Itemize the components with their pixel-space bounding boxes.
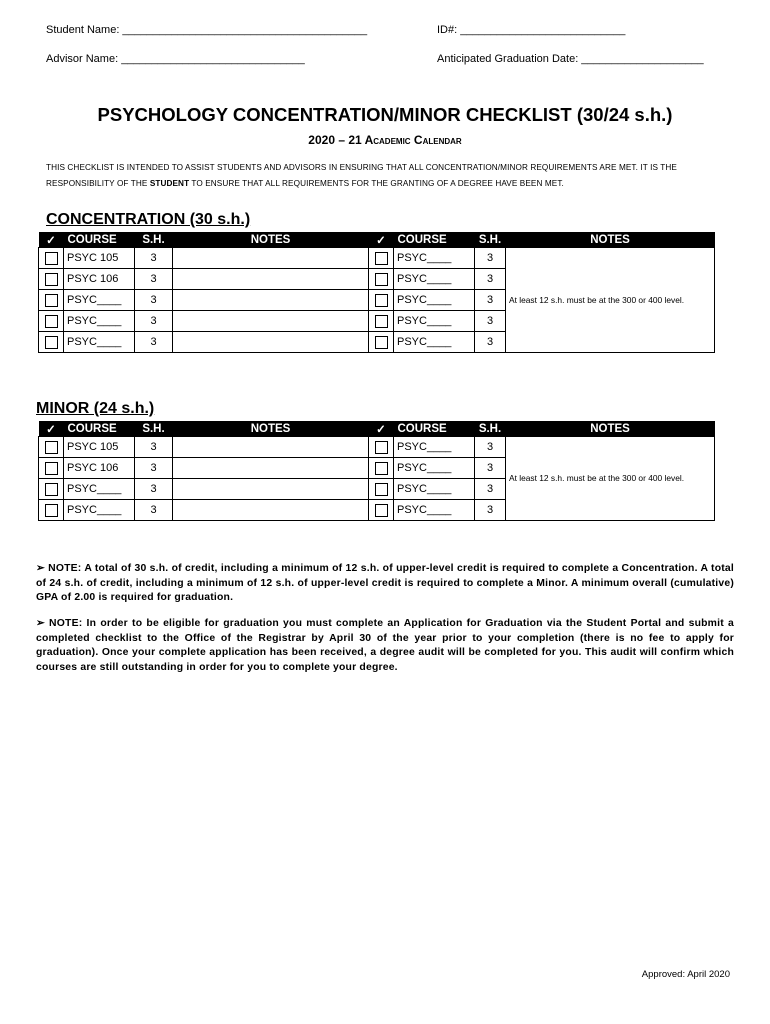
checkbox-cell[interactable] bbox=[39, 269, 64, 290]
sh-cell: 3 bbox=[475, 311, 506, 332]
table-row bbox=[39, 248, 715, 269]
sh-cell: 3 bbox=[135, 332, 173, 353]
course-column-header: COURSE bbox=[394, 421, 475, 437]
notes-column-header: NOTES bbox=[506, 232, 715, 248]
check-column-header: ✓ bbox=[39, 232, 64, 248]
checkbox[interactable] bbox=[375, 252, 388, 265]
arrow-bullet-icon: ➢ bbox=[36, 563, 45, 574]
minor-title: MINOR (24 s.h.) bbox=[36, 400, 155, 417]
notes-cell[interactable] bbox=[173, 290, 369, 311]
course-cell: PSYC 106 bbox=[64, 269, 135, 290]
checkbox-cell[interactable] bbox=[39, 479, 64, 500]
sh-cell: 3 bbox=[135, 311, 173, 332]
concentration-title: CONCENTRATION (30 s.h.) bbox=[46, 211, 251, 228]
checkbox-cell[interactable] bbox=[39, 458, 64, 479]
arrow-bullet-icon: ➢ bbox=[36, 618, 45, 629]
course-cell: PSYC 105 bbox=[64, 437, 135, 458]
student-name-field[interactable]: Student Name: ________________________________________ bbox=[46, 24, 368, 36]
course-cell: PSYC____ bbox=[394, 500, 475, 521]
checkbox-cell[interactable] bbox=[39, 311, 64, 332]
course-cell: PSYC____ bbox=[64, 332, 135, 353]
intro-bold-student: STUDENT bbox=[149, 179, 190, 188]
checkbox[interactable] bbox=[45, 441, 58, 454]
check-column-header: ✓ bbox=[369, 421, 394, 437]
notes-cell[interactable] bbox=[173, 479, 369, 500]
course-cell: PSYC____ bbox=[394, 479, 475, 500]
checkbox[interactable] bbox=[45, 462, 58, 475]
notes-column-header: NOTES bbox=[173, 232, 369, 248]
checkbox-cell[interactable] bbox=[39, 290, 64, 311]
check-column-header: ✓ bbox=[39, 421, 64, 437]
minor-table bbox=[38, 421, 715, 521]
checkbox-cell[interactable] bbox=[369, 332, 394, 353]
sh-cell: 3 bbox=[475, 332, 506, 353]
checkbox-cell[interactable] bbox=[369, 311, 394, 332]
concentration-header-row bbox=[39, 232, 715, 248]
intro-text: THIS CHECKLIST IS INTENDED TO ASSIST STUDENTS AND ADVISORS IN ENSURING THAT ALL CONCENTRATION/MINOR REQUIREMENTS ARE MET. IT IS THE RESPONSIBILITY OF THE STUDENT TO ENSURE THAT ALL REQUIREMENTS FOR THE GRANTING OF A DEGREE HAVE BEEN MET. bbox=[46, 163, 677, 188]
sh-cell: 3 bbox=[135, 248, 173, 269]
checkbox[interactable] bbox=[375, 273, 388, 286]
checkbox-cell[interactable] bbox=[369, 458, 394, 479]
check-column-header: ✓ bbox=[369, 232, 394, 248]
approved-date: Approved: April 2020 bbox=[641, 969, 730, 980]
checkbox-cell[interactable] bbox=[369, 290, 394, 311]
checkbox-cell[interactable] bbox=[39, 437, 64, 458]
checkbox-cell[interactable] bbox=[39, 248, 64, 269]
checkbox[interactable] bbox=[375, 504, 388, 517]
notes-cell[interactable] bbox=[173, 437, 369, 458]
checkbox[interactable] bbox=[375, 336, 388, 349]
sh-cell: 3 bbox=[135, 269, 173, 290]
course-cell: PSYC 106 bbox=[64, 458, 135, 479]
course-column-header: COURSE bbox=[64, 421, 135, 437]
course-cell: PSYC____ bbox=[64, 290, 135, 311]
graduation-date-field[interactable]: Anticipated Graduation Date: ____________________ bbox=[437, 53, 704, 65]
minor-header-row bbox=[39, 421, 715, 437]
sh-column-header: S.H. bbox=[475, 232, 506, 248]
checkbox-cell[interactable] bbox=[369, 500, 394, 521]
checkbox[interactable] bbox=[375, 483, 388, 496]
course-cell: PSYC____ bbox=[394, 332, 475, 353]
page-subtitle: 2020 – 21 Academic Calendar bbox=[308, 133, 462, 147]
sh-cell: 3 bbox=[135, 458, 173, 479]
table-row bbox=[39, 437, 715, 458]
advisor-name-field[interactable]: Advisor Name: ______________________________ bbox=[46, 53, 305, 65]
notes-cell[interactable] bbox=[173, 248, 369, 269]
course-cell: PSYC____ bbox=[394, 437, 475, 458]
checkbox[interactable] bbox=[45, 336, 58, 349]
course-cell: PSYC____ bbox=[394, 458, 475, 479]
course-column-header: COURSE bbox=[64, 232, 135, 248]
note-credit-requirements: ➢ NOTE: A total of 30 s.h. of credit, including a minimum of 12 s.h. of upper-level credit is required to complete a Concentration. A total of 24 s.h. of credit, including a minimum of 12 s.h. of upper-level credit is required to complete a Minor. A minimum overall (cumulative) GPA of 2.00 is required for graduation. bbox=[36, 563, 734, 603]
course-cell: PSYC____ bbox=[394, 248, 475, 269]
sh-cell: 3 bbox=[135, 290, 173, 311]
notes-column-header: NOTES bbox=[173, 421, 369, 437]
sh-cell: 3 bbox=[135, 500, 173, 521]
course-column-header: COURSE bbox=[394, 232, 475, 248]
sh-column-header: S.H. bbox=[475, 421, 506, 437]
checkbox[interactable] bbox=[45, 273, 58, 286]
sh-column-header: S.H. bbox=[135, 232, 173, 248]
course-cell: PSYC____ bbox=[394, 269, 475, 290]
course-cell: PSYC____ bbox=[394, 290, 475, 311]
course-cell: PSYC 105 bbox=[64, 248, 135, 269]
sh-cell: 3 bbox=[135, 437, 173, 458]
notes-column-header: NOTES bbox=[506, 421, 715, 437]
sh-cell: 3 bbox=[475, 437, 506, 458]
note-graduation-application: ➢ NOTE: In order to be eligible for graduation you must complete an Application for Graduation via the Student Portal and submit a completed checklist to the Office of the Registrar by April 30 of the year prior to your completion (there is no fee to apply for graduation). Once your complete application has been received, a degree audit will be completed for you. This audit will confirm which courses are still outstanding in order for you to complete your degree. bbox=[36, 618, 734, 673]
checkbox[interactable] bbox=[45, 315, 58, 328]
course-cell: PSYC____ bbox=[394, 311, 475, 332]
notes-cell[interactable] bbox=[173, 311, 369, 332]
checkbox[interactable] bbox=[375, 462, 388, 475]
course-cell: PSYC____ bbox=[64, 479, 135, 500]
checkbox-cell[interactable] bbox=[369, 269, 394, 290]
sh-cell: 3 bbox=[475, 248, 506, 269]
notes-cell[interactable] bbox=[173, 332, 369, 353]
checkbox[interactable] bbox=[375, 315, 388, 328]
sh-column-header: S.H. bbox=[135, 421, 173, 437]
notes-cell[interactable] bbox=[173, 458, 369, 479]
sh-cell: 3 bbox=[475, 500, 506, 521]
concentration-table bbox=[38, 232, 715, 353]
checkbox[interactable] bbox=[45, 252, 58, 265]
sh-cell: 3 bbox=[475, 479, 506, 500]
course-cell: PSYC____ bbox=[64, 311, 135, 332]
checkbox[interactable] bbox=[45, 483, 58, 496]
requirement-note: At least 12 s.h. must be at the 300 or 400 level. bbox=[506, 248, 715, 353]
checkbox[interactable] bbox=[375, 294, 388, 307]
checkbox-cell[interactable] bbox=[39, 332, 64, 353]
page-title: PSYCHOLOGY CONCENTRATION/MINOR CHECKLIST (30/24 s.h.) bbox=[97, 104, 673, 125]
checkbox[interactable] bbox=[45, 504, 58, 517]
requirement-note: At least 12 s.h. must be at the 300 or 400 level. bbox=[506, 437, 715, 521]
checkbox-cell[interactable] bbox=[39, 500, 64, 521]
checkbox-cell[interactable] bbox=[369, 248, 394, 269]
id-field[interactable]: ID#: ___________________________ bbox=[437, 24, 626, 36]
notes-cell[interactable] bbox=[173, 500, 369, 521]
sh-cell: 3 bbox=[475, 269, 506, 290]
course-cell: PSYC____ bbox=[64, 500, 135, 521]
checkbox[interactable] bbox=[375, 441, 388, 454]
checkbox-cell[interactable] bbox=[369, 479, 394, 500]
checkbox[interactable] bbox=[45, 294, 58, 307]
sh-cell: 3 bbox=[135, 479, 173, 500]
notes-cell[interactable] bbox=[173, 269, 369, 290]
checkbox-cell[interactable] bbox=[369, 437, 394, 458]
sh-cell: 3 bbox=[475, 458, 506, 479]
sh-cell: 3 bbox=[475, 290, 506, 311]
